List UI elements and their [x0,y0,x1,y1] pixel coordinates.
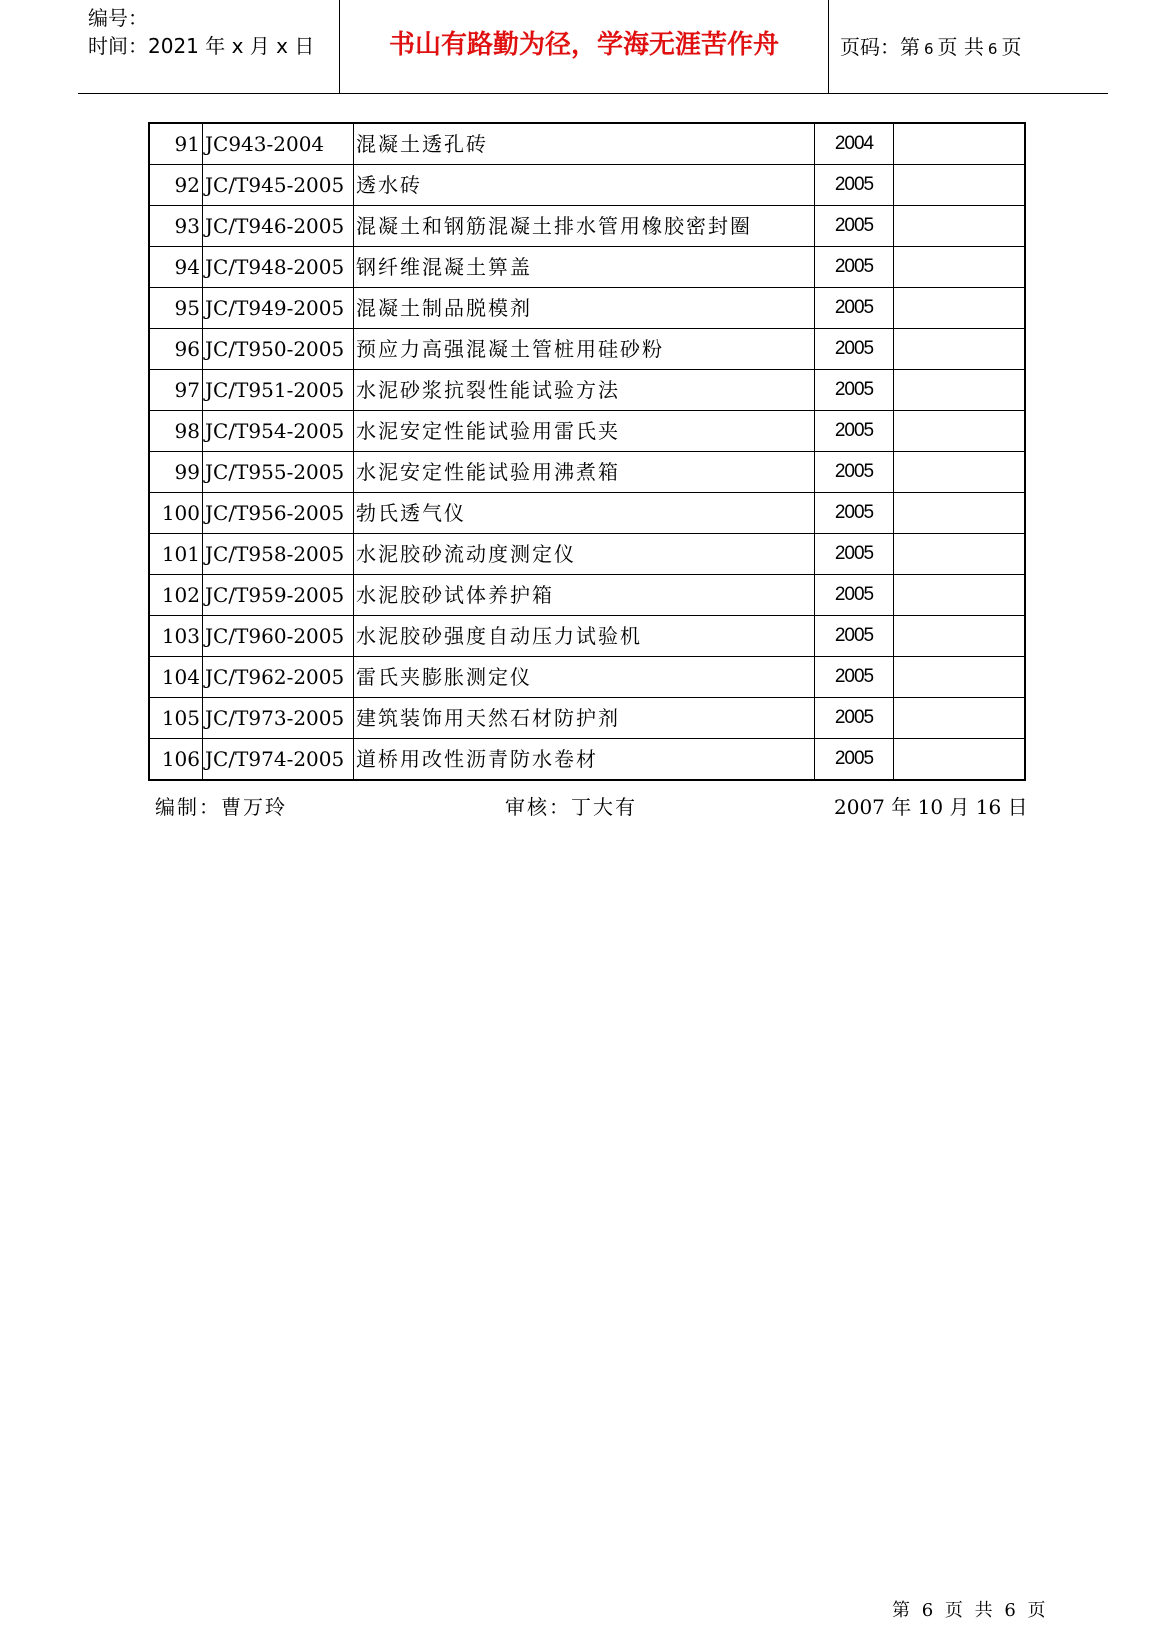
standard-name: 建筑装饰用天然石材防护剂 [354,698,815,739]
standard-year: 2005 [815,411,894,452]
standard-code: JC/T959-2005 [203,575,354,616]
standard-year: 2005 [815,370,894,411]
editor-signature: 编制：曹万玲 [155,795,287,819]
standard-year: 2005 [815,698,894,739]
standard-name: 水泥砂浆抗裂性能试验方法 [354,370,815,411]
standard-code: JC/T949-2005 [203,288,354,329]
standard-note [894,575,1026,616]
standard-note [894,206,1026,247]
page-prefix: 页码：第 [840,35,920,59]
standard-note [894,123,1026,165]
table-row [149,165,1025,206]
row-number: 101 [149,534,203,575]
row-number: 99 [149,452,203,493]
standard-code: JC/T948-2005 [203,247,354,288]
table-row [149,657,1025,698]
page-mid: 页 共 [937,35,984,59]
standard-name: 水泥安定性能试验用沸煮箱 [354,452,815,493]
header-page-number [840,33,1021,63]
row-number: 91 [149,123,203,165]
table-row [149,288,1025,329]
table-row [149,739,1025,781]
standard-year: 2005 [815,575,894,616]
standard-code: JC/T951-2005 [203,370,354,411]
standard-code: JC/T950-2005 [203,329,354,370]
standard-year: 2005 [815,247,894,288]
standard-code: JC/T974-2005 [203,739,354,781]
table-row [149,329,1025,370]
standard-name: 混凝土和钢筋混凝土排水管用橡胶密封圈 [354,206,815,247]
table-row [149,123,1025,165]
standard-name: 勃氏透气仪 [354,493,815,534]
row-number: 93 [149,206,203,247]
standard-note [894,288,1026,329]
standard-year: 2005 [815,739,894,781]
standard-note [894,165,1026,206]
standard-code: JC/T958-2005 [203,534,354,575]
page-total: 6 [987,40,998,58]
standard-name: 钢纤维混凝土箅盖 [354,247,815,288]
row-number: 96 [149,329,203,370]
page-current: 6 [924,40,934,58]
standard-code: JC/T946-2005 [203,206,354,247]
row-number: 105 [149,698,203,739]
standard-note [894,739,1026,781]
standard-name: 道桥用改性沥青防水卷材 [354,739,815,781]
number-label: 编号： [88,6,148,30]
standard-year: 2005 [815,493,894,534]
sign-date: 2007 年 10 月 16 日 [834,795,1028,819]
standard-name: 混凝土透孔砖 [354,123,815,165]
table-row [149,247,1025,288]
page-footer: 第 6 页 共 6 页 [892,1600,1049,1621]
standard-year: 2005 [815,616,894,657]
row-number: 94 [149,247,203,288]
table-row [149,534,1025,575]
standard-name: 水泥胶砂强度自动压力试验机 [354,616,815,657]
standard-note [894,493,1026,534]
standard-name: 透水砖 [354,165,815,206]
standard-year: 2005 [815,452,894,493]
table-row [149,698,1025,739]
row-number: 97 [149,370,203,411]
table-row [149,452,1025,493]
row-number: 98 [149,411,203,452]
header-meta [88,4,314,60]
standard-note [894,329,1026,370]
standard-year: 2005 [815,288,894,329]
standard-note [894,534,1026,575]
row-number: 106 [149,739,203,781]
time-label: 时间：2021 年 x 月 x 日 [88,34,315,58]
standard-name: 水泥胶砂流动度测定仪 [354,534,815,575]
standard-name: 水泥安定性能试验用雷氏夹 [354,411,815,452]
table-row [149,616,1025,657]
row-number: 92 [149,165,203,206]
table-row [149,206,1025,247]
standards-table-body [149,123,1025,780]
standard-year: 2005 [815,657,894,698]
standard-note [894,370,1026,411]
standard-note [894,247,1026,288]
standard-note [894,452,1026,493]
header-divider [828,0,829,93]
standard-code: JC943-2004 [203,123,354,165]
table-row [149,575,1025,616]
standard-name: 混凝土制品脱模剂 [354,288,815,329]
page-suffix: 页 [1001,35,1022,59]
standard-code: JC/T973-2005 [203,698,354,739]
row-number: 100 [149,493,203,534]
standard-note [894,657,1026,698]
standard-year: 2005 [815,534,894,575]
standard-year: 2005 [815,206,894,247]
standard-note [894,411,1026,452]
standard-name: 雷氏夹膨胀测定仪 [354,657,815,698]
table-row [149,370,1025,411]
standard-code: JC/T962-2005 [203,657,354,698]
standard-year: 2004 [815,123,894,165]
header-motto: 书山有路勤为径，学海无涯苦作舟 [388,30,779,60]
standards-table [148,122,1026,781]
row-number: 102 [149,575,203,616]
standard-note [894,698,1026,739]
standard-name: 预应力高强混凝土管桩用硅砂粉 [354,329,815,370]
standard-name: 水泥胶砂试体养护箱 [354,575,815,616]
standard-code: JC/T945-2005 [203,165,354,206]
row-number: 95 [149,288,203,329]
standard-year: 2005 [815,165,894,206]
standard-code: JC/T955-2005 [203,452,354,493]
row-number: 104 [149,657,203,698]
reviewer-signature: 审核：丁大有 [505,795,637,819]
page-header [78,0,1108,94]
standard-year: 2005 [815,329,894,370]
standard-code: JC/T960-2005 [203,616,354,657]
table-row [149,411,1025,452]
standard-code: JC/T956-2005 [203,493,354,534]
table-row [149,493,1025,534]
row-number: 103 [149,616,203,657]
standard-code: JC/T954-2005 [203,411,354,452]
standard-note [894,616,1026,657]
